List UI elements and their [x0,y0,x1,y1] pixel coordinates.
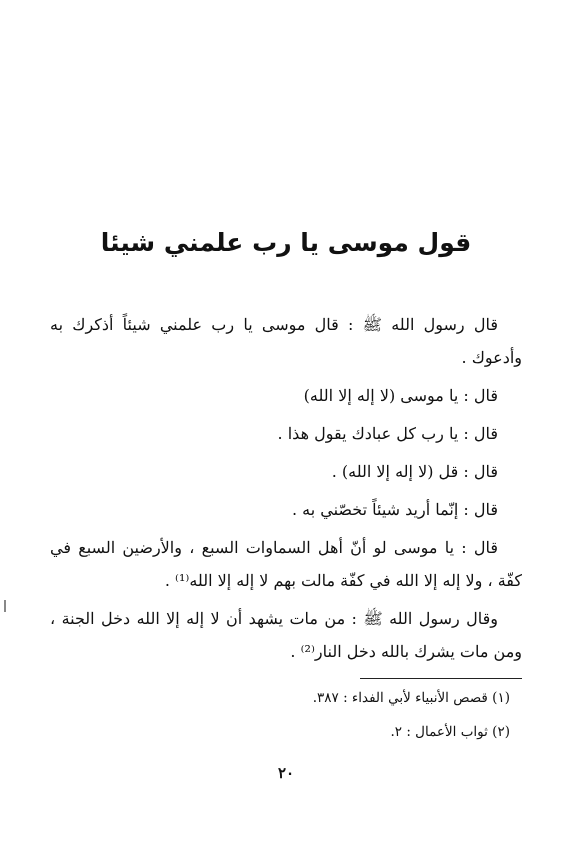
paragraph-5: قال : إنّما أريد شيئاً تخصّني به . [291,500,498,519]
chapter-title: قول موسى يا رب علمني شيئا [100,228,472,257]
paragraph-6: قال : يا موسى لو أنّ أهل السماوات السبع ، والأرضين السبع في كفّة ، ولا إله إلا الله في كفّة مالت بهم لا إله إلا الله⁽¹⁾ . [50,538,522,590]
footnote-2: (٢) ثواب الأعمال : ٢. [390,724,510,740]
paragraph-2: قال : يا موسى (لا إله إلا الله) [303,386,498,405]
main-text [50,308,522,668]
paragraph-4: قال : قل (لا إله إلا الله) . [331,462,498,481]
paragraph-7: وقال رسول الله ﷺ : من مات يشهد أن لا إله إلا الله دخل الجنة ، ومن مات يشرك بالله دخل النار⁽²⁾ . [50,609,522,661]
page-number: ٢٠ [277,764,295,782]
footnotes [50,678,522,749]
paragraph-3: قال : يا رب كل عبادك يقول هذا . [277,424,498,443]
margin-mark [4,600,6,612]
paragraph-1: قال رسول الله ﷺ : قال موسى يا رب علمني شيئاً أذكرك به وأدعوك . [50,315,522,367]
footnote-1: (١) قصص الأنبياء لأبي الفداء : ٣٨٧. [312,690,510,706]
footnote-divider [360,678,522,679]
